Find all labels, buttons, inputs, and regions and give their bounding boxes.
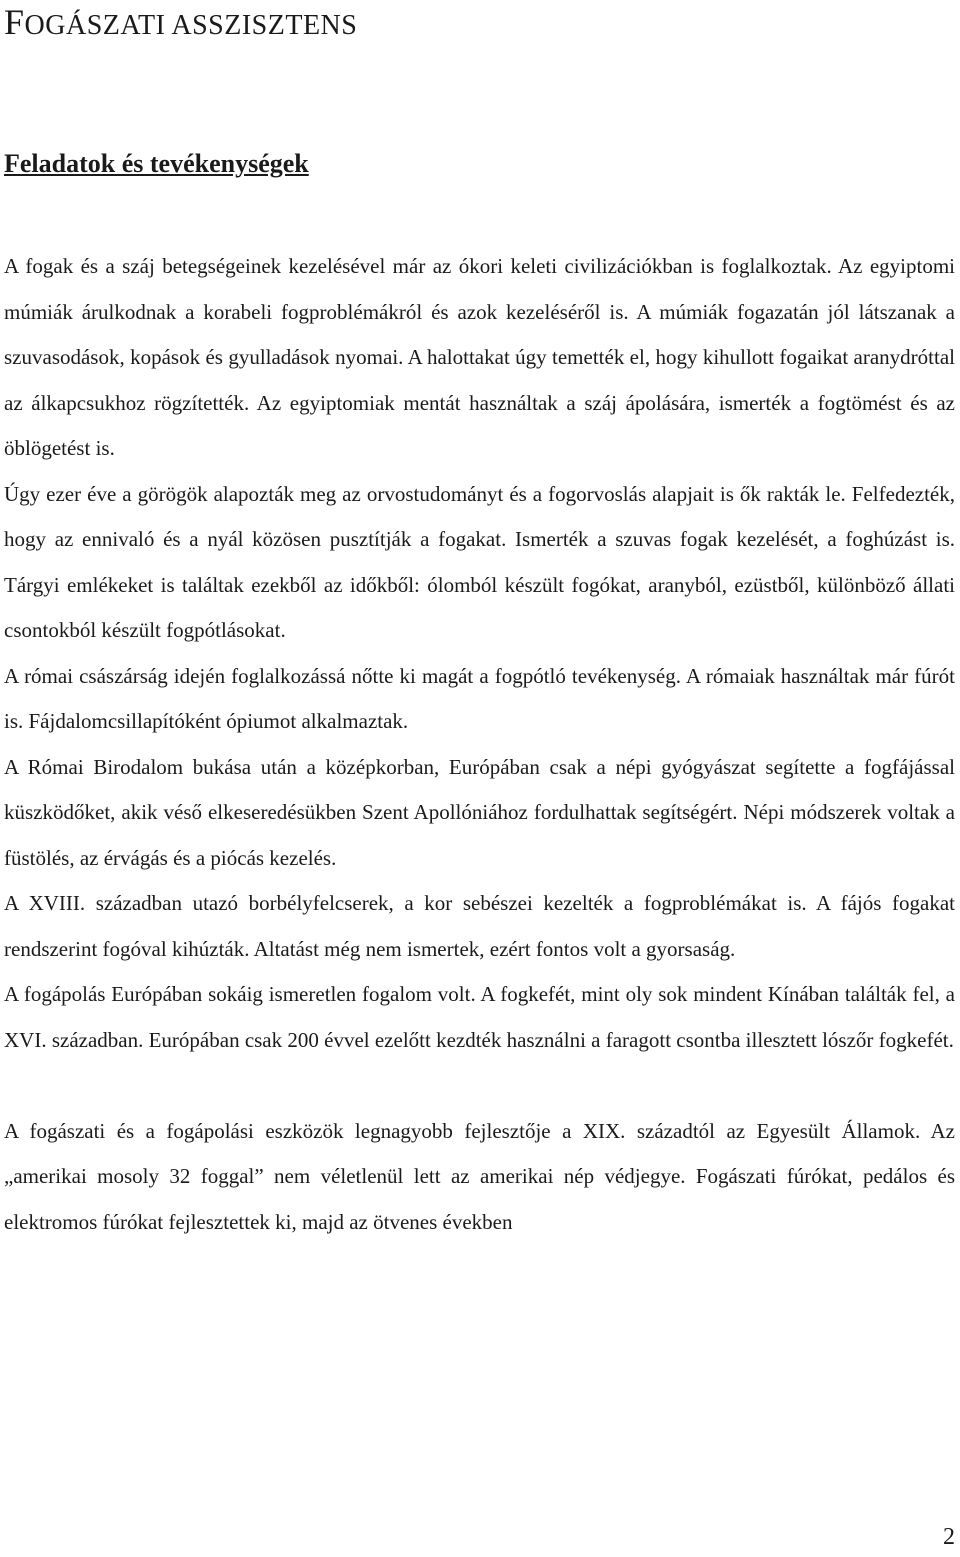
page-number: 2 xyxy=(943,1524,955,1550)
section-heading: Feladatok és tevékenységek xyxy=(4,149,309,178)
paragraph-2: Úgy ezer éve a görögök alapozták meg az orvostudományt és a fogorvoslás alapjait is ők rakták le. Felfedezték, hogy az ennivaló és a nyál közösen pusztítják a fogakat. Ismerték a szuvas fogak kezelését, a foghúzást is. Tárgyi emlékeket is találtak ezekből az időkből: ólomból készült fogókat, aranyból, ezüstből, különböző állati csontokból készült fogpótlásokat. xyxy=(4,481,955,642)
paragraph-7: A fogászati és a fogápolási eszközök legnagyobb fejlesztője a XIX. századtól az Egyesült Államok. Az „amerikai mosoly 32 foggal” nem véletlenül lett az amerikai nép védjegye. Fogászati fúrókat, pedálos és elektromos fúrókat fejlesztettek ki, majd az ötvenes években xyxy=(4,1118,955,1234)
paragraph-4: A Római Birodalom bukása után a középkorban, Európában csak a népi gyógyászat segítette a fogfájással küszködőket, akik véső elkeseredésükben Szent Apollóniához fordulhattak segítségért. Népi módszerek voltak a füstölés, az érvágás és a piócás kezelés. xyxy=(4,754,955,870)
paragraph-5: A XVIII. században utazó borbélyfelcserek, a kor sebészei kezelték a fogproblémákat is. A fájós fogakat rendszerint fogóval kihúzták. Altatást még nem ismertek, ezért fontos volt a gyorsaság. xyxy=(4,891,955,961)
paragraph-3: A római császárság idején foglalkozássá nőtte ki magát a fogpótló tevékenység. A rómaiak használtak már fúrót is. Fájdalomcsillapítóként ópiumot alkalmaztak. xyxy=(4,663,955,733)
paragraph-6: A fogápolás Európában sokáig ismeretlen fogalom volt. A fogkefét, mint oly sok mindent Kínában találták fel, a XVI. században. Európában csak 200 évvel ezelőtt kezdték használni a faragott csontba illesztett lószőr fogkefét. xyxy=(4,982,955,1052)
body-text xyxy=(4,244,955,1245)
paragraph-1: A fogak és a száj betegségeinek kezelésével már az ókori keleti civilizációkban is foglalkoztak. Az egyiptomi múmiák árulkodnak a korabeli fogproblémákról és azok kezeléséről is. A múmiák fogazatán jól látszanak a szuvasodások, kopások és gyulladások nyomai. A halottakat úgy temették el, hogy kihullott fogaikat aranydróttal az álkapcsukhoz rögzítették. Az egyiptomiak mentát használtak a száj ápolására, ismerték a fogtömést és az öblögetést is. xyxy=(4,254,955,460)
title-rest: OGÁSZATI ASSZISZTENS xyxy=(24,10,358,41)
title-initial: F xyxy=(4,2,25,42)
document-title xyxy=(4,0,357,48)
